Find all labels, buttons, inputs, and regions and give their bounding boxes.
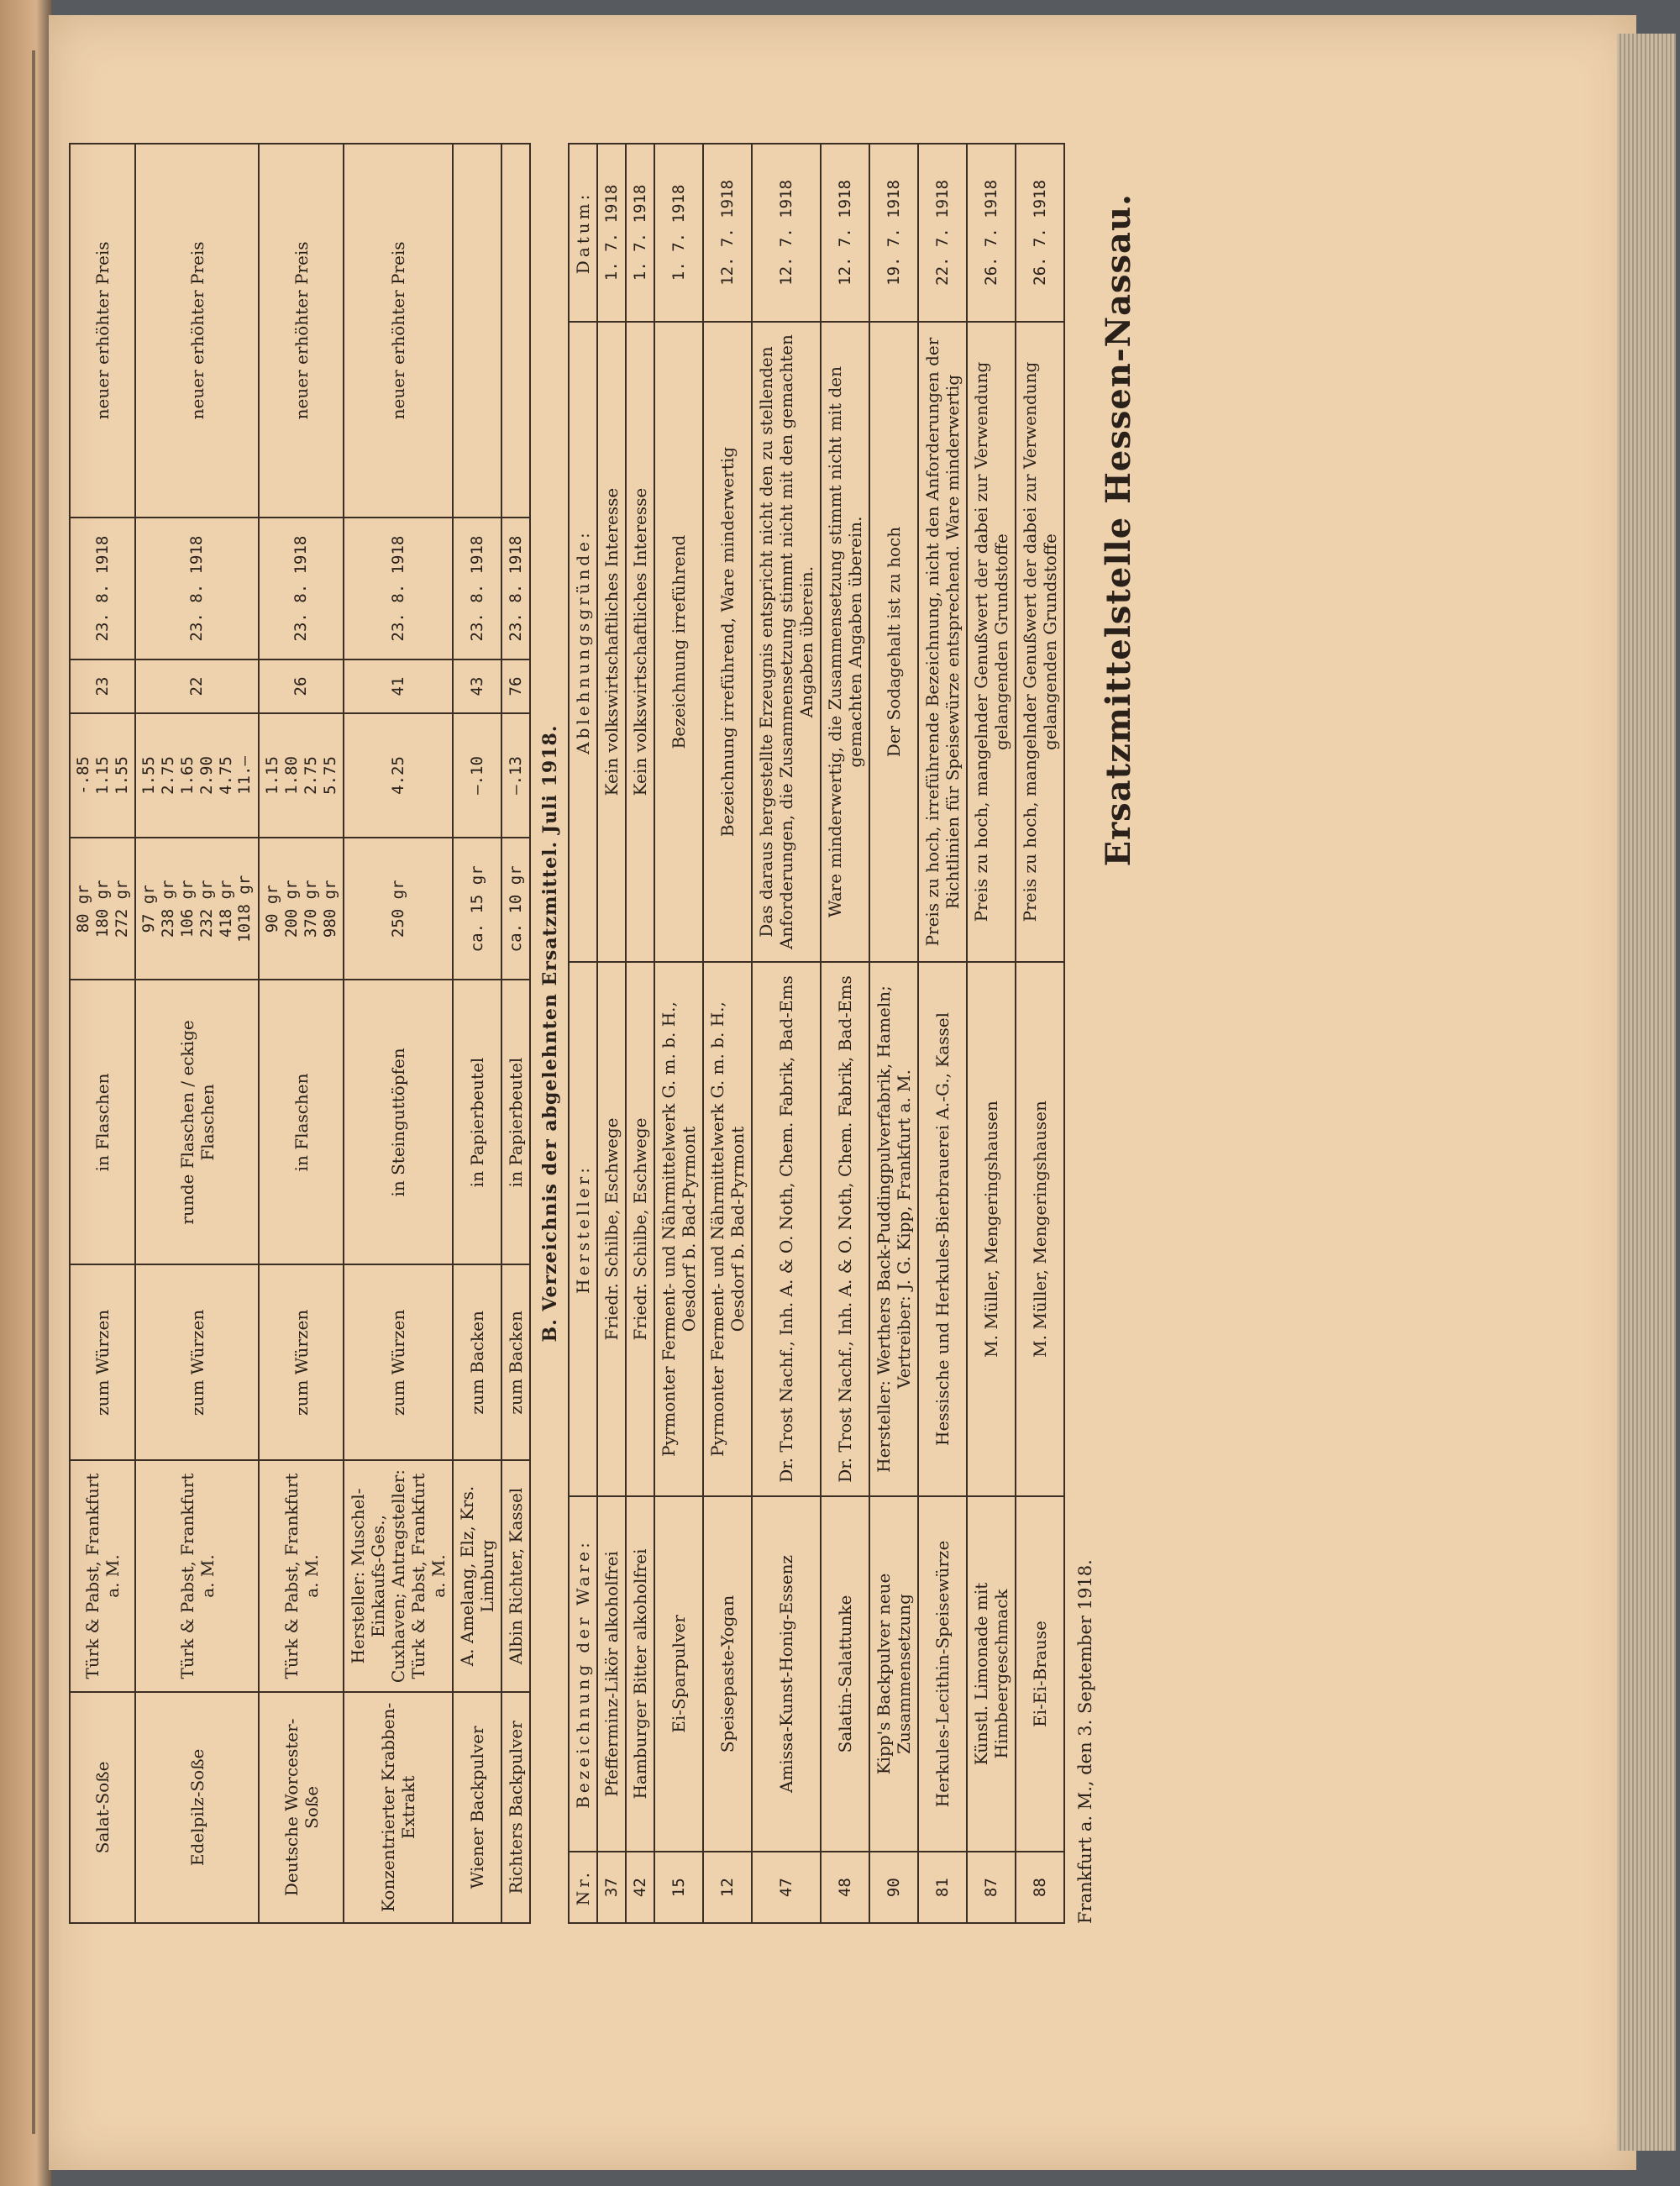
row-ware: Speisepaste-Yogan: [703, 1496, 752, 1852]
item-price-value: 5.75: [320, 756, 339, 795]
row-datum: 26. 7. 1918: [1016, 144, 1064, 322]
row-nr: 87: [967, 1852, 1016, 1923]
row-grund: Bezeichnung irreführend, Ware minderwertig: [703, 322, 752, 962]
table-row: [259, 144, 344, 1923]
item-pack: in Flaschen: [70, 980, 135, 1265]
item-nr: 22: [135, 659, 259, 713]
row-hersteller: Hersteller: Werthers Back-Puddingpulverfabrik, Hameln; Vertreiber: J. G. Kipp, Frankfurt a. M.: [869, 962, 918, 1495]
table-row: [453, 144, 501, 1923]
row-hersteller: Hessische und Herkules-Bierbrauerei A.-G., Kassel: [918, 962, 967, 1495]
item-price: [135, 713, 259, 838]
table-row: [918, 144, 967, 1923]
table-row: [135, 144, 259, 1923]
row-grund: Preis zu hoch, mangelnder Genußwert der dabei zur Verwendung gelangenden Grundstoffe: [967, 322, 1016, 962]
item-price-value: 11.—: [235, 756, 255, 795]
row-grund: Preis zu hoch, mangelnder Genußwert der dabei zur Verwendung gelangenden Grundstoffe: [1016, 322, 1064, 962]
table-row: [1016, 144, 1064, 1923]
item-price-value: 1.15: [92, 756, 112, 795]
item-qty-value: 418 gr: [216, 880, 235, 938]
item-nr: 26: [259, 659, 344, 713]
item-qty-value: 90 gr: [263, 885, 282, 933]
item-nr: 23: [70, 659, 135, 713]
item-qty: [70, 838, 135, 980]
row-datum: 26. 7. 1918: [967, 144, 1016, 322]
item-price-value: -.85: [74, 756, 92, 795]
item-name: Richters Backpulver: [501, 1692, 530, 1923]
row-nr: 88: [1016, 1852, 1064, 1923]
row-datum: 1. 7. 1918: [626, 144, 654, 322]
item-price: [453, 713, 501, 838]
row-hersteller: Dr. Trost Nachf., Inh. A. & O. Noth, Chem. Fabrik, Bad-Ems: [752, 962, 821, 1495]
left-page-edge: [0, 0, 52, 2186]
col-ware: Bezeichnung der Ware:: [569, 1496, 597, 1852]
item-nr: 43: [453, 659, 501, 713]
item-qty-value: 980 gr: [320, 880, 339, 938]
approved-items-table: [69, 143, 531, 1924]
item-qty-value: 180 gr: [92, 880, 112, 938]
row-grund: Preis zu hoch, irreführende Bezeichnung, nicht den Anforderungen der Richtlinien für Speisewürze entsprechend. Ware minderwertig: [918, 322, 967, 962]
row-nr: 42: [626, 1852, 654, 1923]
item-price: [70, 713, 135, 838]
row-ware: Herkules-Lecithin-Speisewürze: [918, 1496, 967, 1852]
page-gutter: [32, 50, 35, 2134]
item-price-value: —.13: [506, 756, 525, 795]
item-pack: in Papierbeutel: [501, 980, 530, 1265]
row-datum: 22. 7. 1918: [918, 144, 967, 322]
item-price-value: 4.75: [216, 756, 235, 795]
table-row: [752, 144, 821, 1923]
row-nr: 15: [654, 1852, 703, 1923]
table-row: [70, 144, 135, 1923]
row-nr: 12: [703, 1852, 752, 1923]
item-price-value: 1.15: [263, 756, 282, 795]
item-date: 23. 8. 1918: [344, 518, 453, 659]
item-date: 23. 8. 1918: [135, 518, 259, 659]
col-gruende: Ablehnungsgründe:: [569, 322, 597, 962]
item-date: 23. 8. 1918: [501, 518, 530, 659]
item-use: zum Würzen: [259, 1264, 344, 1460]
item-qty-value: 370 gr: [301, 880, 320, 938]
item-note: neuer erhöhter Preis: [259, 144, 344, 518]
row-nr: 81: [918, 1852, 967, 1923]
item-qty-value: 250 gr: [388, 880, 407, 938]
rejected-items-table: [568, 143, 1065, 1924]
item-qty-value: 97 gr: [139, 885, 159, 933]
item-note: [453, 144, 501, 518]
item-name: Deutsche Worcester-Soße: [259, 1692, 344, 1923]
table-row: [967, 144, 1016, 1923]
item-qty: [259, 838, 344, 980]
row-nr: 90: [869, 1852, 918, 1923]
row-hersteller: Friedr. Schilbe, Eschwege: [626, 962, 654, 1495]
item-qty-value: ca. 10 gr: [506, 865, 525, 953]
item-pack: in Flaschen: [259, 980, 344, 1265]
table-row: [821, 144, 869, 1923]
item-note: neuer erhöhter Preis: [70, 144, 135, 518]
col-hersteller: Hersteller:: [569, 962, 597, 1495]
item-price: [259, 713, 344, 838]
row-grund: Ware minderwertig, die Zusammensetzung stimmt nicht mit den gemachten Angaben überein.: [821, 322, 869, 962]
item-price-value: 2.75: [159, 756, 178, 795]
row-ware: Ei-Ei-Brause: [1016, 1496, 1064, 1852]
item-price-value: 1.55: [139, 756, 159, 795]
item-date: 23. 8. 1918: [453, 518, 501, 659]
row-nr: 47: [752, 1852, 821, 1923]
item-price: [501, 713, 530, 838]
item-note: neuer erhöhter Preis: [344, 144, 453, 518]
item-price-value: 1.65: [177, 756, 197, 795]
item-qty-value: 272 gr: [112, 880, 131, 938]
table-row: [501, 144, 530, 1923]
item-price: [344, 713, 453, 838]
row-datum: 1. 7. 1918: [597, 144, 626, 322]
row-nr: 37: [597, 1852, 626, 1923]
rotated-content: [69, 143, 1665, 1924]
row-datum: 12. 7. 1918: [752, 144, 821, 322]
item-name: Salat-Soße: [70, 1692, 135, 1923]
row-ware: Amissa-Kunst-Honig-Essenz: [752, 1496, 821, 1852]
item-price-value: —.10: [467, 756, 486, 795]
item-note: [501, 144, 530, 518]
row-grund: Das daraus hergestellte Erzeugnis entspricht nicht den zu stellenden Anforderungen, die Zusammensetzung stimmt nicht mit den gemachten Angaben überein.: [752, 322, 821, 962]
row-ware: Künstl. Limonade mit Himbeergeschmack: [967, 1496, 1016, 1852]
item-qty: [453, 838, 501, 980]
item-qty-value: ca. 15 gr: [467, 865, 486, 953]
item-note: neuer erhöhter Preis: [135, 144, 259, 518]
item-use: zum Backen: [501, 1264, 530, 1460]
item-qty-value: 238 gr: [159, 880, 178, 938]
item-maker: Türk & Pabst, Frankfurt a. M.: [259, 1460, 344, 1691]
item-qty-value: 1018 gr: [235, 875, 255, 943]
row-grund: Kein volkswirtschaftliches Interesse: [597, 322, 626, 962]
item-price-value: 1.80: [281, 756, 301, 795]
item-qty: [344, 838, 453, 980]
row-hersteller: Dr. Trost Nachf., Inh. A. & O. Noth, Chem. Fabrik, Bad-Ems: [821, 962, 869, 1495]
row-datum: 1. 7. 1918: [654, 144, 703, 322]
item-qty: [501, 838, 530, 980]
item-maker: Türk & Pabst, Frankfurt a. M.: [70, 1460, 135, 1691]
row-hersteller: Pyrmonter Ferment- und Nährmittelwerk G. m. b. H., Oesdorf b. Bad-Pyrmont: [703, 962, 752, 1495]
item-pack: in Steinguttöpfen: [344, 980, 453, 1265]
item-price-value: 2.75: [301, 756, 320, 795]
row-datum: 12. 7. 1918: [821, 144, 869, 322]
item-maker: Hersteller: Muschel-Einkaufs-Ges., Cuxhaven; Antragsteller: Türk & Pabst, Frankfurt a. M.: [344, 1460, 453, 1691]
item-qty-value: 232 gr: [197, 880, 216, 938]
item-use: zum Würzen: [344, 1264, 453, 1460]
row-grund: Kein volkswirtschaftliches Interesse: [626, 322, 654, 962]
section-b-title: B. Verzeichnis der abgelehnten Ersatzmittel. Juli 1918.: [539, 724, 562, 1343]
item-price-value: 2.90: [197, 756, 216, 795]
table-row: [703, 144, 752, 1923]
item-qty-value: 200 gr: [281, 880, 301, 938]
item-nr: 76: [501, 659, 530, 713]
item-use: zum Würzen: [70, 1264, 135, 1460]
row-ware: Salatin-Salattunke: [821, 1496, 869, 1852]
row-ware: Ei-Sparpulver: [654, 1496, 703, 1852]
item-maker: Türk & Pabst, Frankfurt a. M.: [135, 1460, 259, 1691]
item-nr: 41: [344, 659, 453, 713]
item-qty-value: 80 gr: [74, 885, 92, 933]
item-price-value: 4.25: [388, 756, 407, 795]
row-hersteller: M. Müller, Mengeringshausen: [967, 962, 1016, 1495]
table-row: [626, 144, 654, 1923]
item-name: Wiener Backpulver: [453, 1692, 501, 1923]
item-pack: in Papierbeutel: [453, 980, 501, 1265]
item-date: 23. 8. 1918: [70, 518, 135, 659]
item-use: zum Backen: [453, 1264, 501, 1460]
row-ware: Kipp's Backpulver neue Zusammensetzung: [869, 1496, 918, 1852]
row-datum: 19. 7. 1918: [869, 144, 918, 322]
row-grund: Bezeichnung irreführend: [654, 322, 703, 962]
item-use: zum Würzen: [135, 1264, 259, 1460]
item-qty-value: 106 gr: [177, 880, 197, 938]
organization-signature: Ersatzmittelstelle Hessen-Nassau.: [1099, 193, 1139, 867]
table-row: [654, 144, 703, 1923]
item-date: 23. 8. 1918: [259, 518, 344, 659]
row-ware: Pfefferminz-Likör alkoholfrei: [597, 1496, 626, 1852]
footer: [1065, 143, 1158, 1924]
col-datum: Datum:: [569, 144, 597, 322]
item-price-value: 1.55: [112, 756, 131, 795]
place-date: Frankfurt a. M., den 3. September 1918.: [1075, 1559, 1096, 1924]
row-hersteller: M. Müller, Mengeringshausen: [1016, 962, 1064, 1495]
item-maker: Albin Richter, Kassel: [501, 1460, 530, 1691]
item-name: Konzentrierter Krabben-Extrakt: [344, 1692, 453, 1923]
col-nr: Nr.: [569, 1852, 597, 1923]
table-row: [869, 144, 918, 1923]
table-row: [597, 144, 626, 1923]
row-ware: Hamburger Bitter alkoholfrei: [626, 1496, 654, 1852]
row-grund: Der Sodagehalt ist zu hoch: [869, 322, 918, 962]
row-datum: 12. 7. 1918: [703, 144, 752, 322]
item-qty: [135, 838, 259, 980]
row-hersteller: Pyrmonter Ferment- und Nährmittelwerk G. m. b. H., Oesdorf b. Bad-Pyrmont: [654, 962, 703, 1495]
item-name: Edelpilz-Soße: [135, 1692, 259, 1923]
item-pack: runde Flaschen / eckige Flaschen: [135, 980, 259, 1265]
row-nr: 48: [821, 1852, 869, 1923]
row-hersteller: Friedr. Schilbe, Eschwege: [597, 962, 626, 1495]
item-maker: A. Amelang, Elz, Krs. Limburg: [453, 1460, 501, 1691]
table-row: [344, 144, 453, 1923]
